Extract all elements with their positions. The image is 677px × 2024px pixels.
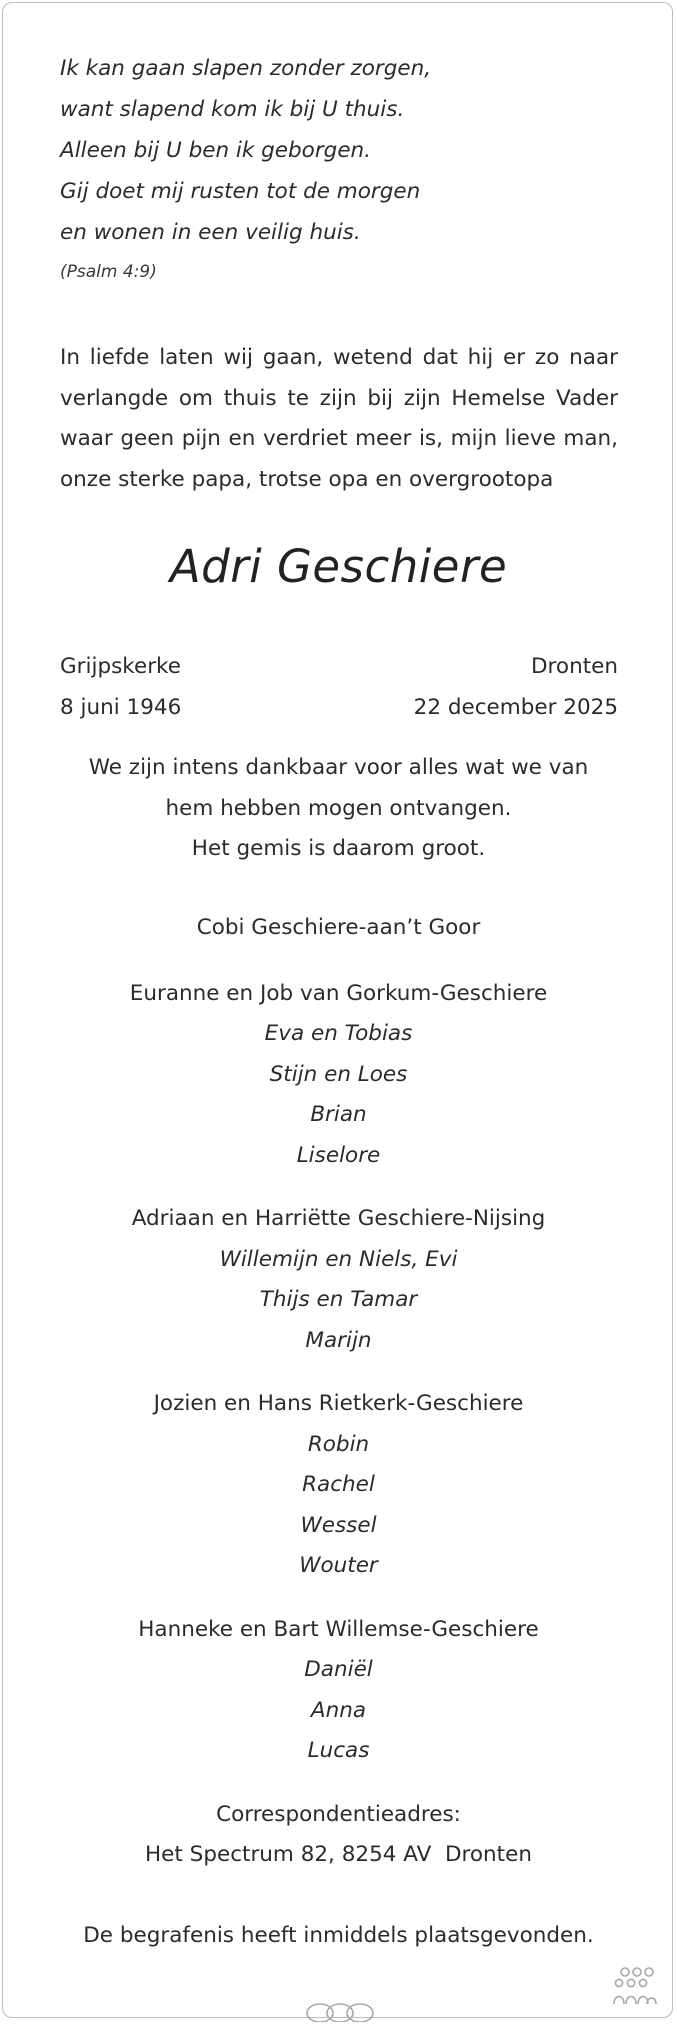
intro-line: verlangde om thuis te zijn bij zijn Hemelse Vader — [60, 385, 618, 411]
birth-place: Grijpskerke — [60, 654, 181, 679]
family-child: Marijn — [305, 1327, 372, 1353]
family-child: Wessel — [300, 1512, 377, 1538]
family-child: Wouter — [299, 1553, 378, 1578]
correspondence-label: Correspondentieadres: — [216, 1801, 461, 1827]
gratitude-line: hem hebben mogen ontvangen. — [165, 795, 512, 821]
poem-line: Gij doet mij rusten tot de morgen — [60, 179, 421, 204]
poem-line: en wonen in een veilig huis. — [60, 220, 361, 245]
family-child: Rachel — [302, 1472, 375, 1497]
death-place: Dronten — [531, 654, 618, 679]
places-row — [60, 646, 618, 687]
intro-paragraph — [60, 338, 618, 500]
poem-line: Alleen bij U ben ik geborgen. — [60, 138, 372, 163]
family-parents: Euranne en Job van Gorkum-Geschiere — [129, 980, 548, 1006]
birth-death-details — [60, 646, 618, 728]
family-child: Anna — [310, 1697, 367, 1723]
family-child: Eva en Tobias — [264, 1021, 413, 1046]
dates-row — [60, 687, 618, 728]
family-parents: Jozien en Hans Rietkerk-Geschiere — [153, 1391, 524, 1416]
family-child: Thijs en Tamar — [259, 1287, 418, 1312]
gratitude-line: We zijn intens dankbaar voor alles wat we van — [88, 755, 589, 780]
family-parents: Hanneke en Bart Willemse-Geschiere — [138, 1616, 539, 1642]
intro-line: In liefde laten wij gaan, wetend dat hij er zo naar — [60, 345, 618, 370]
poem — [60, 48, 431, 253]
intro-line: onze sterke papa, trotse opa en overgrootopa — [60, 466, 554, 492]
family-child: Brian — [310, 1102, 367, 1127]
family-parents: Adriaan en Harriëtte Geschiere-Nijsing — [131, 1206, 546, 1231]
intro-line: waar geen pijn en verdriet meer is, mijn lieve man, — [60, 426, 618, 451]
family-child: Robin — [307, 1431, 370, 1457]
funeral-note: De begrafenis heeft inmiddels plaatsgevonden. — [83, 1922, 594, 1948]
family-child: Stijn en Loes — [269, 1061, 408, 1087]
poem-line: want slapend kom ik bij U thuis. — [60, 97, 405, 122]
gratitude-line: Het gemis is daarom groot. — [191, 836, 486, 861]
poem-line: Ik kan gaan slapen zonder zorgen, — [60, 56, 432, 81]
interlocking-rings-icon — [300, 1996, 380, 2022]
deceased-name: Adri Geschiere — [169, 540, 508, 593]
family-list — [0, 908, 677, 1956]
birth-date: 8 juni 1946 — [60, 695, 182, 720]
family-child: Daniël — [304, 1657, 373, 1682]
family-child: Willemijn en Niels, Evi — [219, 1246, 458, 1272]
gratitude-text — [0, 748, 677, 870]
family-group-icon — [611, 1966, 659, 2006]
death-date: 22 december 2025 — [413, 695, 618, 720]
family-child: Lucas — [307, 1738, 370, 1763]
widow-name: Cobi Geschiere-aan’t Goor — [196, 915, 481, 940]
correspondence-address: Het Spectrum 82, 8254 AV Dronten — [145, 1842, 532, 1867]
psalm-reference: (Psalm 4:9) — [60, 262, 157, 282]
family-child: Liselore — [296, 1142, 381, 1168]
